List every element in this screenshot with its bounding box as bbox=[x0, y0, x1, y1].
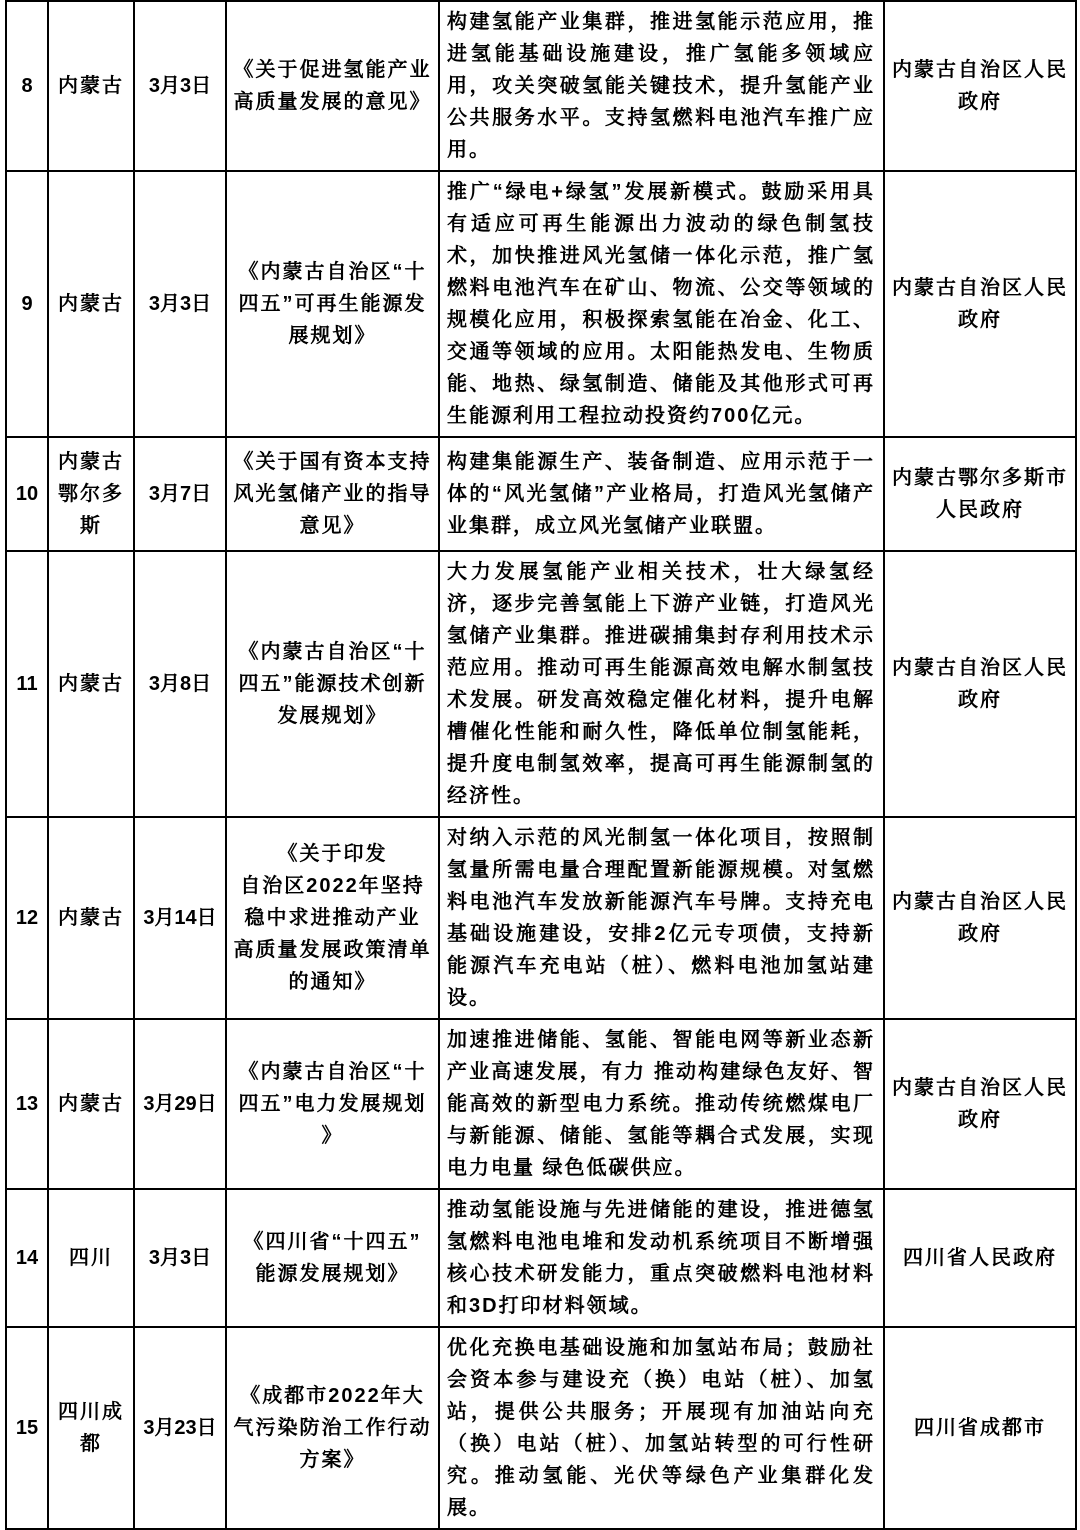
policy-title-cell: 《关于促进氢能产业 高质量发展的意见》 bbox=[226, 1, 439, 171]
date-cell: 3月23日 bbox=[134, 1327, 226, 1529]
table-row bbox=[6, 817, 1076, 1019]
issuer-cell: 内蒙古自治区人民政府 bbox=[884, 1019, 1076, 1189]
row-number-cell: 12 bbox=[6, 817, 48, 1019]
region-cell: 内蒙古 bbox=[48, 551, 134, 817]
table-row bbox=[6, 1019, 1076, 1189]
issuer-cell: 内蒙古自治区人民政府 bbox=[884, 1, 1076, 171]
region-cell: 四川 bbox=[48, 1189, 134, 1327]
region-cell: 内蒙古 bbox=[48, 171, 134, 437]
region-cell: 内蒙古 bbox=[48, 1019, 134, 1189]
issuer-cell: 内蒙古自治区人民政府 bbox=[884, 551, 1076, 817]
policy-title-cell: 《关于印发 自治区2022年坚持 稳中求进推动产业 高质量发展政策清单 的通知》 bbox=[226, 817, 439, 1019]
policy-title-cell: 《成都市2022年大 气污染防治工作行动 方案》 bbox=[226, 1327, 439, 1529]
row-number-cell: 8 bbox=[6, 1, 48, 171]
policy-content-cell: 构建集能源生产、装备制造、应用示范于一体的“风光氢储”产业格局，打造风光氢储产业集群，成立风光氢储产业联盟。 bbox=[439, 437, 884, 551]
issuer-cell: 四川省人民政府 bbox=[884, 1189, 1076, 1327]
table-row bbox=[6, 437, 1076, 551]
issuer-cell: 内蒙古自治区人民政府 bbox=[884, 171, 1076, 437]
date-cell: 3月8日 bbox=[134, 551, 226, 817]
date-cell: 3月3日 bbox=[134, 1, 226, 171]
policy-content-cell: 推广“绿电+绿氢”发展新模式。鼓励采用具有适应可再生能源出力波动的绿色制氢技术，加快推进风光氢储一体化示范，推广氢燃料电池汽车在矿山、物流、公交等领域的规模化应用，积极探索氢能在冶金、化工、交通等领域的应用。太阳能热发电、生物质能、地热、绿氢制造、储能及其他形式可再生能源利用工程拉动投资约700亿元。 bbox=[439, 171, 884, 437]
region-cell: 内蒙古 bbox=[48, 817, 134, 1019]
table-row bbox=[6, 551, 1076, 817]
policy-content-cell: 推动氢能设施与先进储能的建设，推进德氢氢燃料电池电堆和发动机系统项目不断增强核心技术研发能力，重点突破燃料电池材料和3D打印材料领域。 bbox=[439, 1189, 884, 1327]
issuer-cell: 内蒙古鄂尔多斯市人民政府 bbox=[884, 437, 1076, 551]
region-cell: 内蒙古鄂尔多斯 bbox=[48, 437, 134, 551]
policy-content-cell: 大力发展氢能产业相关技术，壮大绿氢经济，逐步完善氢能上下游产业链，打造风光氢储产业集群。推进碳捕集封存利用技术示范应用。推动可再生能源高效电解水制氢技术发展。研发高效稳定催化材料，提升电解槽催化性能和耐久性，降低单位制氢能耗，提升度电制氢效率，提高可再生能源制氢的经济性。 bbox=[439, 551, 884, 817]
date-cell: 3月7日 bbox=[134, 437, 226, 551]
policy-title-cell: 《关于国有资本支持 风光氢储产业的指导 意见》 bbox=[226, 437, 439, 551]
issuer-cell: 四川省成都市 bbox=[884, 1327, 1076, 1529]
row-number-cell: 10 bbox=[6, 437, 48, 551]
date-cell: 3月3日 bbox=[134, 1189, 226, 1327]
table-row bbox=[6, 1, 1076, 171]
policy-title-cell: 《四川省“十四五” 能源发展规划》 bbox=[226, 1189, 439, 1327]
table-row bbox=[6, 171, 1076, 437]
date-cell: 3月14日 bbox=[134, 817, 226, 1019]
row-number-cell: 14 bbox=[6, 1189, 48, 1327]
table-row bbox=[6, 1189, 1076, 1327]
row-number-cell: 13 bbox=[6, 1019, 48, 1189]
policy-content-cell: 加速推进储能、氢能、智能电网等新业态新产业高速发展，有力 推动构建绿色友好、智能高效的新型电力系统。推动传统燃煤电厂与新能源、储能、氢能等耦合式发展，实现电力电量 绿色低碳供应。 bbox=[439, 1019, 884, 1189]
policy-content-cell: 对纳入示范的风光制氢一体化项目，按照制氢量所需电量合理配置新能源规模。对氢燃料电池汽车发放新能源汽车号牌。支持充电基础设施建设，安排2亿元专项债，支持新能源汽车充电站（桩）、燃料电池加氢站建设。 bbox=[439, 817, 884, 1019]
row-number-cell: 11 bbox=[6, 551, 48, 817]
policy-table bbox=[5, 0, 1077, 1530]
row-number-cell: 15 bbox=[6, 1327, 48, 1529]
policy-content-cell: 构建氢能产业集群，推进氢能示范应用，推进氢能基础设施建设，推广氢能多领域应用，攻关突破氢能关键技术，提升氢能产业公共服务水平。支持氢燃料电池汽车推广应用。 bbox=[439, 1, 884, 171]
region-cell: 内蒙古 bbox=[48, 1, 134, 171]
date-cell: 3月3日 bbox=[134, 171, 226, 437]
region-cell: 四川成都 bbox=[48, 1327, 134, 1529]
date-cell: 3月29日 bbox=[134, 1019, 226, 1189]
policy-title-cell: 《内蒙古自治区“十 四五”能源技术创新 发展规划》 bbox=[226, 551, 439, 817]
issuer-cell: 内蒙古自治区人民政府 bbox=[884, 817, 1076, 1019]
table-row bbox=[6, 1327, 1076, 1529]
policy-content-cell: 优化充换电基础设施和加氢站布局；鼓励社会资本参与建设充（换）电站（桩）、加氢站，提供公共服务；开展现有加油站向充（换）电站（桩）、加氢站转型的可行性研究。推动氢能、光伏等绿色产业集群化发展。 bbox=[439, 1327, 884, 1529]
policy-title-cell: 《内蒙古自治区“十 四五”可再生能源发 展规划》 bbox=[226, 171, 439, 437]
policy-title-cell: 《内蒙古自治区“十 四五”电力发展规划 》 bbox=[226, 1019, 439, 1189]
row-number-cell: 9 bbox=[6, 171, 48, 437]
